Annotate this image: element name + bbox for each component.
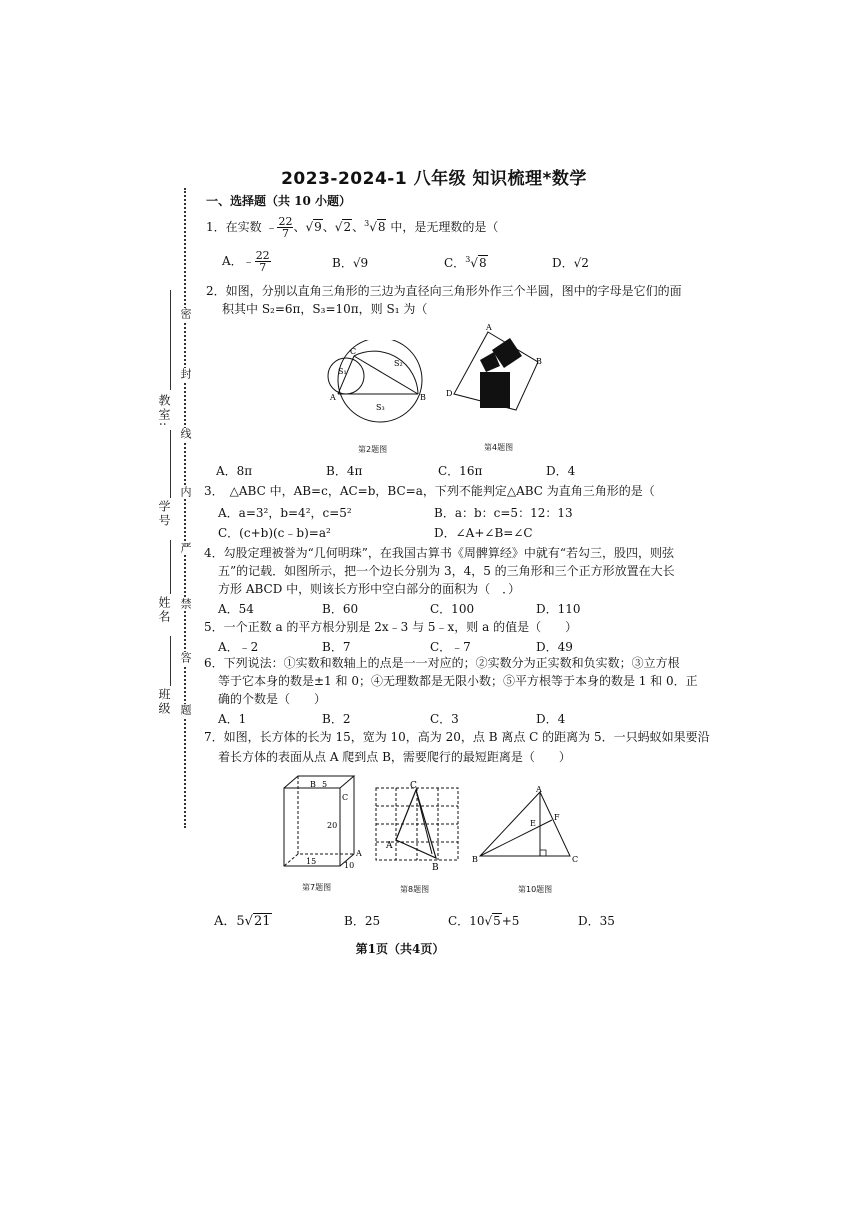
figure-7-cuboid: [280, 772, 364, 872]
fig10-label-f: F: [554, 813, 560, 822]
q6-option-a: A．1: [218, 712, 247, 726]
fig7-label-b: B: [310, 780, 316, 789]
fig7-label-20: 20: [327, 821, 338, 830]
fig2-label-a: A: [330, 393, 336, 402]
q7-option-d: D．35: [578, 914, 615, 928]
fig8-label-c: C: [410, 781, 417, 791]
q5-option-a: A．﹣2: [218, 640, 259, 654]
seal-char-7: 答: [179, 652, 192, 665]
fig4-label-a: A: [486, 323, 492, 332]
figure-2-semicircles: [320, 340, 440, 426]
q1-stem-a: 1．在实数: [206, 220, 262, 234]
q2-stem-line2: 积其中 S₂=6π，S₃=10π，则 S₁ 为（: [222, 302, 428, 316]
q3-stem: 3． △ABC 中，AB=c，AC=b，BC=a，下列不能判定△ABC 为直角三角形的是（: [204, 484, 655, 498]
q6-line2: 等于它本身的数是±1 和 0；④无理数都是无限小数；⑤平方根等于本身的数是 1 和 0．正: [218, 674, 698, 688]
q1-option-a: A．﹣ $\frac{22}{7}$: [222, 249, 270, 274]
side-underline-4: [170, 636, 171, 686]
side-label-classroom: 教室:: [157, 394, 171, 429]
q2-option-b: B．4π: [326, 464, 363, 478]
seal-char-8: 题: [179, 704, 192, 717]
q3-option-b: B．a：b：c=5：12：13: [434, 506, 573, 520]
fig10-caption: 第10题图: [518, 885, 553, 894]
side-underline-1: [170, 290, 171, 390]
fig10-triangle-abc: [480, 792, 570, 856]
fig10-line-bf: [480, 820, 552, 856]
figure-10-triangle: [470, 784, 582, 868]
fig2-label-c: C: [350, 347, 357, 356]
exam-title: 2023-2024-1 八年级 知识梳理*数学: [281, 169, 587, 189]
fig8-inner-line: [416, 790, 432, 854]
fig4-caption: 第4题图: [484, 443, 514, 452]
q1-minus: ﹣: [265, 220, 278, 234]
fig10-right-angle: [540, 850, 546, 856]
q1-option-d: D．√2: [552, 256, 589, 270]
q7-option-a: A．5√21: [214, 914, 271, 929]
q1-stem-b: 中，是无理数的是（: [390, 220, 499, 234]
q7-option-c: C．10√5+5: [448, 914, 520, 928]
section-title: 一、选择题（共 10 小题）: [206, 194, 352, 208]
fig10-label-e: E: [530, 819, 536, 828]
seal-char-5: 严: [179, 542, 192, 555]
fig8-label-b: B: [432, 863, 439, 872]
q1-stem: 1．在实数 ﹣ $\frac{22}{7}$ 、√9、√2、$^3$√8 中，是无理数的是（: [206, 215, 499, 240]
q5-option-b: B．7: [322, 640, 351, 654]
q4-line2: 五”的记载．如图所示，把一个边长分别为 3，4，5 的三角形和三个正方形放置在大长: [218, 564, 675, 578]
q7-line2: 着长方体的表面从点 A 爬到点 B，需要爬行的最短距离是（ ）: [218, 750, 571, 764]
fig10-label-a: A: [536, 785, 542, 794]
fig4-label-b: B: [536, 357, 542, 366]
page-footer: 第1页（共4页）: [355, 942, 445, 956]
q3-option-a: A．a=3²，b=4²，c=5²: [218, 506, 352, 520]
q1-option-c: C．$^3$√8: [444, 255, 487, 270]
fig7-label-15: 15: [306, 857, 317, 866]
fig2-label-s1: S₁: [338, 367, 347, 376]
fig7-label-5: 5: [322, 780, 328, 789]
fig7-label-c: C: [342, 793, 349, 802]
fig7-top-back: [284, 776, 354, 788]
q7-line1: 7．如图，长方体的长为 15，宽为 10，高为 20，点 B 离点 C 的距离为 5．一只蚂蚁如果要沿: [204, 730, 710, 744]
q6-line3: 确的个数是（ ）: [218, 692, 327, 706]
fig2-caption: 第2题图: [358, 445, 388, 454]
fig8-caption: 第8题图: [400, 885, 430, 894]
binding-dotted-line: [184, 188, 186, 828]
seal-char-4: 内: [179, 486, 192, 499]
q2-option-c: C．16π: [438, 464, 483, 478]
fig7-label-10: 10: [344, 861, 355, 870]
q1-option-b: B．√9: [332, 256, 369, 270]
q4-line1: 4．勾股定理被誉为“几何明珠”，在我国古算书《周髀算经》中就有“若勾三，股四，则弦: [204, 546, 675, 560]
seal-char-3: 线: [179, 428, 192, 441]
q6-option-d: D．4: [536, 712, 566, 726]
q5-option-c: C．﹣7: [430, 640, 471, 654]
side-underline-2: [170, 430, 171, 498]
fig4-label-d: D: [446, 389, 453, 398]
fig7-label-a: A: [356, 849, 362, 858]
q4-option-a: A．54: [218, 602, 254, 616]
figure-8-grid: [372, 778, 462, 872]
q6-line1: 6．下列说法：①实数和数轴上的点是一一对应的；②实数分为正实数和负实数；③立方根: [204, 656, 680, 670]
side-label-class: 班级: [157, 688, 171, 716]
seal-char-1: 密: [179, 308, 192, 321]
q1-fraction: $\frac{22}{7}$: [278, 215, 293, 240]
q3-option-d: D．∠A+∠B=∠C: [434, 526, 533, 540]
fig2-label-b: B: [420, 393, 426, 402]
q2-option-a: A．8π: [216, 464, 253, 478]
fig7-right-face: [340, 776, 354, 866]
q3-option-c: C．(c+b)(c﹣b)=a²: [218, 526, 331, 540]
fig10-label-c: C: [572, 855, 579, 864]
side-label-student-no: 学号: [157, 500, 171, 528]
q6-option-b: B．2: [322, 712, 351, 726]
q5-option-d: D．49: [536, 640, 573, 654]
q5-stem: 5．一个正数 a 的平方根分别是 2x﹣3 与 5﹣x，则 a 的值是（ ）: [204, 620, 578, 634]
seal-char-6: 禁: [179, 598, 192, 611]
figure-4-squares: [440, 322, 550, 422]
q2-stem-line1: 2．如图，分别以直角三角形的三边为直径向三角形外作三个半圆，图中的字母是它们的面: [206, 284, 682, 298]
seal-char-2: 封: [179, 368, 192, 381]
fig10-label-b: B: [472, 855, 478, 864]
fig2-label-s2: S₂: [394, 359, 403, 368]
fig7-hidden-diag: [284, 854, 298, 866]
q4-option-c: C．100: [430, 602, 475, 616]
q2-option-d: D．4: [546, 464, 576, 478]
q6-option-c: C．3: [430, 712, 459, 726]
q4-option-d: D．110: [536, 602, 581, 616]
side-label-name: 姓名: [157, 596, 171, 624]
q4-line3: 方形 ABCD 中，则该长方形中空白部分的面积为（ ．）: [218, 582, 521, 596]
q7-option-b: B．25: [344, 914, 381, 928]
fig7-caption: 第7题图: [302, 883, 332, 892]
side-underline-3: [170, 540, 171, 594]
fig2-label-s3: S₃: [376, 403, 385, 412]
fig8-label-a: A: [386, 841, 393, 851]
fig4-square-bottom: [480, 372, 510, 408]
q4-option-b: B．60: [322, 602, 359, 616]
